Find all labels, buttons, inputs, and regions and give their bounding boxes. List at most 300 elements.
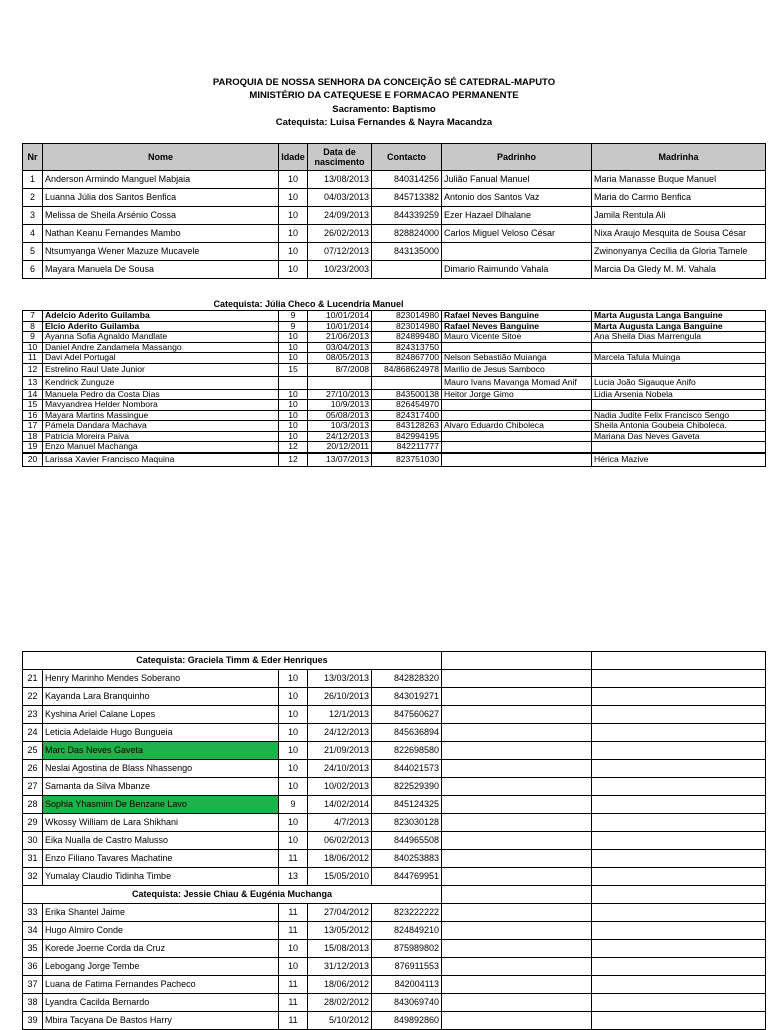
- table-row: [23, 922, 766, 940]
- cell-nome: Davi Adel Portugal: [43, 353, 279, 364]
- cell-data-nascimento: 13/03/2013: [308, 670, 372, 688]
- cell-nome: Hugo Almiro Conde: [43, 922, 279, 940]
- cell-contacto: 845713382: [372, 189, 442, 207]
- cell-contacto: 843128263: [372, 421, 442, 432]
- ministry-title: MINISTÉRIO DA CATEQUESE E FORMACAO PERMANENTE: [249, 90, 519, 101]
- cell-nome: Lebogang Jorge Tembe: [43, 958, 279, 976]
- cell-nome: Mayara Manuela De Sousa: [43, 261, 279, 279]
- cell-padrinho: [442, 688, 592, 706]
- cell-contacto: 845636894: [372, 724, 442, 742]
- cell-data-nascimento: 14/02/2014: [308, 796, 372, 814]
- cell-nome: Eika Nualla de Castro Malusso: [43, 832, 279, 850]
- cell-data-nascimento: 21/09/2013: [308, 742, 372, 760]
- cell-padrinho: [442, 706, 592, 724]
- cell-data-nascimento: 27/10/2013: [308, 389, 372, 400]
- cell-nr: 26: [23, 760, 43, 778]
- cell-padrinho: [442, 868, 592, 886]
- cell-nome: Leticia Adelaide Hugo Bungueia: [43, 724, 279, 742]
- cell-padrinho: [442, 994, 592, 1012]
- table-row: [23, 363, 766, 376]
- cell-padrinho: [442, 904, 592, 922]
- cell-padrinho: Rafael Neves Banguine: [442, 311, 592, 322]
- cell-nr: 23: [23, 706, 43, 724]
- cell-contacto: 876911553: [372, 958, 442, 976]
- cell-padrinho: [442, 410, 592, 421]
- cell-data-nascimento: 26/10/2013: [308, 688, 372, 706]
- cell-madrinha: [592, 922, 766, 940]
- cell-idade: 10: [279, 814, 308, 832]
- cell-contacto: 826454970: [372, 400, 442, 411]
- cell-idade: 11: [279, 850, 308, 868]
- col-header-contacto: Contacto: [372, 144, 442, 171]
- cell-nome: Sophia Yhasmim De Benzane Lavo: [43, 796, 279, 814]
- cell-idade: 10: [279, 760, 308, 778]
- cell-madrinha: Maria Manasse Buque Manuel: [592, 171, 766, 189]
- cell-nr: 32: [23, 868, 43, 886]
- cell-madrinha: [592, 958, 766, 976]
- cell-padrinho: [442, 724, 592, 742]
- cell-data-nascimento: 05/08/2013: [308, 410, 372, 421]
- cell-data-nascimento: 27/04/2012: [308, 904, 372, 922]
- cell-contacto: 840253883: [372, 850, 442, 868]
- cell-madrinha: Lidia Arsenia Nobela: [592, 389, 766, 400]
- cell-madrinha: Sheila Antonia Goubeia Chiboleca.: [592, 421, 766, 432]
- cell-padrinho: [442, 742, 592, 760]
- cell-nome: Kendrick Zunguze: [43, 376, 279, 389]
- cell-data-nascimento: 10/02/2013: [308, 778, 372, 796]
- cell-idade: 10: [279, 400, 308, 411]
- table-row: [23, 225, 766, 243]
- cell-idade: 10: [279, 243, 308, 261]
- cell-nome: Samanta da Silva Mbanze: [43, 778, 279, 796]
- col-header-madrinha: Madrinha: [592, 144, 766, 171]
- cell-madrinha: [592, 778, 766, 796]
- cell-padrinho: Mauro Vicente Sitoe: [442, 332, 592, 343]
- col-header-nr: Nr: [23, 144, 43, 171]
- cell-data-nascimento: 4/7/2013: [308, 814, 372, 832]
- table-row: [23, 778, 766, 796]
- table-row: [23, 850, 766, 868]
- cell-data-nascimento: 24/12/2013: [308, 724, 372, 742]
- cell-idade: 10: [279, 688, 308, 706]
- cell-padrinho: Mauro Ivans Mavanga Momad Anif: [442, 376, 592, 389]
- cell-contacto: 823222222: [372, 904, 442, 922]
- cell-nr: 30: [23, 832, 43, 850]
- table-row: [23, 688, 766, 706]
- cell-contacto: 823751030: [372, 453, 442, 467]
- cell-padrinho: [442, 940, 592, 958]
- cell-idade: 10: [279, 353, 308, 364]
- cell-padrinho: Rafael Neves Banguine: [442, 321, 592, 332]
- cell-nr: 8: [23, 321, 43, 332]
- cell-nome: Yumalay Claudio Tidinha Timbe: [43, 868, 279, 886]
- cell-nr: 29: [23, 814, 43, 832]
- cell-idade: 12: [279, 453, 308, 467]
- cell-data-nascimento: 20/12/2011: [308, 442, 372, 453]
- cell-padrinho: [442, 958, 592, 976]
- cell-nome: Kyshina Ariel Calane Lopes: [43, 706, 279, 724]
- cell-madrinha: [592, 886, 766, 904]
- cell-idade: 10: [279, 778, 308, 796]
- cell-contacto: 843135000: [372, 243, 442, 261]
- table-row: [23, 904, 766, 922]
- cell-data-nascimento: 13/08/2013: [308, 171, 372, 189]
- cell-nome: Pámela Dandara Machava: [43, 421, 279, 432]
- cell-nr: 35: [23, 940, 43, 958]
- cell-padrinho: [442, 342, 592, 353]
- cell-padrinho: Alvaro Eduardo Chiboleca: [442, 421, 592, 432]
- cell-nr: 2: [23, 189, 43, 207]
- table-row: [23, 171, 766, 189]
- cell-nr: 11: [23, 353, 43, 364]
- cell-nome: Nathan Keanu Fernandes Mambo: [43, 225, 279, 243]
- cell-madrinha: Nixa Araujo Mesquita de Sousa César: [592, 225, 766, 243]
- cell-contacto: [372, 261, 442, 279]
- cell-nr: 27: [23, 778, 43, 796]
- cell-idade: 11: [279, 994, 308, 1012]
- cell-padrinho: Marilio de Jesus Samboco: [442, 363, 592, 376]
- cell-idade: 10: [279, 189, 308, 207]
- section-row: [23, 886, 766, 904]
- cell-data-nascimento: 10/01/2014: [308, 321, 372, 332]
- cell-padrinho: [442, 400, 592, 411]
- cell-nr: 20: [23, 453, 43, 467]
- table-row: [23, 994, 766, 1012]
- cell-madrinha: [592, 868, 766, 886]
- cell-idade: 10: [279, 832, 308, 850]
- cell-idade: 11: [279, 976, 308, 994]
- cell-madrinha: [592, 850, 766, 868]
- table-row: [23, 868, 766, 886]
- cell-data-nascimento: 12/1/2013: [308, 706, 372, 724]
- col-header-nascimento-line1: Data de: [323, 146, 356, 157]
- cell-madrinha: Marta Augusta Langa Banguine: [592, 321, 766, 332]
- cell-idade: 10: [279, 261, 308, 279]
- table-row: [23, 311, 766, 322]
- section-row: [23, 652, 766, 670]
- cell-madrinha: [592, 363, 766, 376]
- cell-contacto: 844769951: [372, 868, 442, 886]
- cell-padrinho: Carlos Miguel Veloso César: [442, 225, 592, 243]
- cell-nome: Melissa de Sheila Arsénio Cossa: [43, 207, 279, 225]
- cell-data-nascimento: 10/01/2014: [308, 311, 372, 322]
- cell-data-nascimento: 04/03/2013: [308, 189, 372, 207]
- cell-idade: 11: [279, 922, 308, 940]
- cell-madrinha: [592, 724, 766, 742]
- cell-nr: 13: [23, 376, 43, 389]
- cell-idade: 9: [279, 321, 308, 332]
- cell-nr: 1: [23, 171, 43, 189]
- table-row: [23, 400, 766, 411]
- table-row: [23, 207, 766, 225]
- cell-idade: 9: [279, 796, 308, 814]
- cell-madrinha: [592, 706, 766, 724]
- cell-contacto: 843019271: [372, 688, 442, 706]
- cell-madrinha: [592, 400, 766, 411]
- table-row: [23, 958, 766, 976]
- cell-madrinha: [592, 670, 766, 688]
- cell-madrinha: Marcela Tafula Muinga: [592, 353, 766, 364]
- cell-madrinha: Hérica Mazive: [592, 453, 766, 467]
- table-group-1: [22, 143, 766, 279]
- table-row: [23, 760, 766, 778]
- cell-idade: 12: [279, 442, 308, 453]
- cell-madrinha: [592, 976, 766, 994]
- cell-contacto: 823014980: [372, 311, 442, 322]
- cell-idade: 9: [279, 311, 308, 322]
- col-header-nome: Nome: [43, 144, 279, 171]
- cell-data-nascimento: 13/07/2013: [308, 453, 372, 467]
- cell-nome: Anderson Armindo Manguel Mabjaia: [43, 171, 279, 189]
- catechist-title-2: Catequista: Júlia Checo & Lucendria Manuel: [213, 299, 404, 309]
- cell-nr: 33: [23, 904, 43, 922]
- cell-madrinha: Zwinonyanya Cecília da Gloria Tamele: [592, 243, 766, 261]
- col-header-padrinho: Padrinho: [442, 144, 592, 171]
- cell-contacto: 840314256: [372, 171, 442, 189]
- catechist-title-1: Catequista: Luisa Fernandes & Nayra Macandza: [275, 117, 493, 128]
- cell-madrinha: [592, 904, 766, 922]
- cell-contacto: 824849210: [372, 922, 442, 940]
- cell-idade: 10: [279, 706, 308, 724]
- cell-data-nascimento: 21/06/2013: [308, 332, 372, 343]
- cell-padrinho: [442, 922, 592, 940]
- cell-nome: Kayanda Lara Branquinho: [43, 688, 279, 706]
- table-row: [23, 261, 766, 279]
- cell-madrinha: Lucia João Sigauque Anifo: [592, 376, 766, 389]
- cell-padrinho: [442, 431, 592, 442]
- cell-nome: Estrelino Raul Uate Junior: [43, 363, 279, 376]
- col-header-nascimento-line2: nascimento: [314, 157, 365, 167]
- cell-nr: 15: [23, 400, 43, 411]
- cell-nome: Enzo Filiano Tavares Machatine: [43, 850, 279, 868]
- cell-padrinho: Antonio dos Santos Vaz: [442, 189, 592, 207]
- catechist-title-4: Catequista: Jessie Chiau & Eugénia Muchanga: [23, 886, 442, 904]
- table-row: [23, 724, 766, 742]
- cell-idade: [279, 376, 308, 389]
- cell-nr: 4: [23, 225, 43, 243]
- cell-idade: 10: [279, 421, 308, 432]
- cell-contacto: 845124325: [372, 796, 442, 814]
- cell-padrinho: [442, 886, 592, 904]
- table-row: [23, 742, 766, 760]
- cell-idade: 13: [279, 868, 308, 886]
- cell-contacto: 824899480: [372, 332, 442, 343]
- cell-padrinho: [442, 453, 592, 467]
- table-row: [23, 940, 766, 958]
- cell-data-nascimento: 18/06/2012: [308, 976, 372, 994]
- table-group-2: [22, 310, 766, 467]
- cell-nr: 6: [23, 261, 43, 279]
- cell-padrinho: [442, 760, 592, 778]
- cell-nr: 7: [23, 311, 43, 322]
- cell-padrinho: Dimario Raimundo Vahala: [442, 261, 592, 279]
- cell-contacto: 842211777: [372, 442, 442, 453]
- cell-nome: Mbira Tacyana De Bastos Harry: [43, 1012, 279, 1030]
- cell-nr: 10: [23, 342, 43, 353]
- cell-idade: 10: [279, 342, 308, 353]
- cell-data-nascimento: 18/06/2012: [308, 850, 372, 868]
- cell-idade: 10: [279, 940, 308, 958]
- parish-title: PAROQUIA DE NOSSA SENHORA DA CONCEIÇÃO SÉ CATEDRAL-MAPUTO: [212, 77, 556, 88]
- cell-idade: 15: [279, 363, 308, 376]
- cell-nr: 31: [23, 850, 43, 868]
- cell-data-nascimento: 26/02/2013: [308, 225, 372, 243]
- cell-madrinha: Nadia Judite Felix Francisco Sengo: [592, 410, 766, 421]
- catechist-title-3: Catequista: Graciela Timm & Eder Henriques: [23, 652, 442, 670]
- cell-padrinho: Ezer Hazael Dlhalane: [442, 207, 592, 225]
- cell-padrinho: [442, 442, 592, 453]
- cell-contacto: 842828320: [372, 670, 442, 688]
- table-row: [23, 342, 766, 353]
- cell-data-nascimento: 03/04/2013: [308, 342, 372, 353]
- cell-padrinho: [442, 796, 592, 814]
- cell-contacto: [372, 376, 442, 389]
- cell-contacto: 84/868624978: [372, 363, 442, 376]
- table-row: [23, 976, 766, 994]
- cell-nome: Erika Shantel Jaime: [43, 904, 279, 922]
- cell-nr: 19: [23, 442, 43, 453]
- cell-idade: 10: [279, 958, 308, 976]
- cell-madrinha: [592, 760, 766, 778]
- cell-nr: 34: [23, 922, 43, 940]
- table-row: [23, 376, 766, 389]
- cell-contacto: 823014980: [372, 321, 442, 332]
- cell-data-nascimento: 15/05/2010: [308, 868, 372, 886]
- cell-nome: Manuela Pedro da Costa Dias: [43, 389, 279, 400]
- cell-madrinha: [592, 652, 766, 670]
- cell-nr: 28: [23, 796, 43, 814]
- cell-nome: Wkossy William de Lara Shikhani: [43, 814, 279, 832]
- cell-contacto: 824317400: [372, 410, 442, 421]
- cell-nome: Patricia Moreira Paiva: [43, 431, 279, 442]
- cell-nr: 22: [23, 688, 43, 706]
- table-row: [23, 442, 766, 453]
- sacrament-title: Sacramento: Baptismo: [332, 104, 436, 115]
- cell-nr: 39: [23, 1012, 43, 1030]
- cell-nome: Lyandra Cacilda Bernardo: [43, 994, 279, 1012]
- cell-data-nascimento: 15/08/2013: [308, 940, 372, 958]
- cell-nome: Mavyandrea Helder Nombora: [43, 400, 279, 411]
- cell-data-nascimento: 10/3/2013: [308, 421, 372, 432]
- cell-contacto: 824867700: [372, 353, 442, 364]
- cell-nome: Luanna Júlia dos Santos Benfica: [43, 189, 279, 207]
- cell-madrinha: [592, 742, 766, 760]
- cell-data-nascimento: 5/10/2012: [308, 1012, 372, 1030]
- cell-padrinho: [442, 976, 592, 994]
- table-row: [23, 321, 766, 332]
- cell-madrinha: Marta Augusta Langa Banguine: [592, 311, 766, 322]
- cell-nr: 38: [23, 994, 43, 1012]
- cell-nome: Luana de Fatima Fernandes Pacheco: [43, 976, 279, 994]
- table-group-3: [22, 651, 766, 1030]
- cell-idade: 10: [279, 431, 308, 442]
- table-row: [23, 431, 766, 442]
- cell-nr: 3: [23, 207, 43, 225]
- cell-madrinha: [592, 1012, 766, 1030]
- cell-data-nascimento: 06/02/2013: [308, 832, 372, 850]
- cell-contacto: 844339259: [372, 207, 442, 225]
- cell-nome: Adelcio Aderito Guilamba: [43, 311, 279, 322]
- cell-nome: Ntsumyanga Wener Mazuze Mucavele: [43, 243, 279, 261]
- cell-data-nascimento: 13/05/2012: [308, 922, 372, 940]
- cell-nr: 14: [23, 389, 43, 400]
- cell-padrinho: Julião Fanual Manuel: [442, 171, 592, 189]
- cell-idade: 10: [279, 389, 308, 400]
- cell-nome: Daniel Andre Zandamela Massango: [43, 342, 279, 353]
- cell-nr: 16: [23, 410, 43, 421]
- cell-contacto: 823030128: [372, 814, 442, 832]
- cell-contacto: 843069740: [372, 994, 442, 1012]
- cell-madrinha: Marcia Da Gledy M. M. Vahala: [592, 261, 766, 279]
- col-header-nascimento: [308, 144, 372, 171]
- cell-data-nascimento: 8/7/2008: [308, 363, 372, 376]
- cell-idade: 10: [279, 225, 308, 243]
- cell-nr: 36: [23, 958, 43, 976]
- cell-padrinho: [442, 243, 592, 261]
- cell-idade: 10: [279, 724, 308, 742]
- cell-padrinho: [442, 832, 592, 850]
- table-row: [23, 332, 766, 343]
- cell-contacto: 842004113: [372, 976, 442, 994]
- cell-padrinho: Nelson Sebastião Muianga: [442, 353, 592, 364]
- cell-madrinha: Mariana Das Neves Gaveta: [592, 431, 766, 442]
- cell-data-nascimento: 08/05/2013: [308, 353, 372, 364]
- cell-contacto: 875989802: [372, 940, 442, 958]
- cell-padrinho: Heitor Jorge Gimo: [442, 389, 592, 400]
- cell-contacto: 849892860: [372, 1012, 442, 1030]
- cell-nr: 12: [23, 363, 43, 376]
- table-row: [23, 796, 766, 814]
- cell-data-nascimento: 28/02/2012: [308, 994, 372, 1012]
- cell-madrinha: [592, 940, 766, 958]
- cell-contacto: 822698580: [372, 742, 442, 760]
- table-row: [23, 453, 766, 467]
- cell-madrinha: [592, 796, 766, 814]
- table-row: [23, 832, 766, 850]
- cell-data-nascimento: 10/9/2013: [308, 400, 372, 411]
- cell-idade: 11: [279, 1012, 308, 1030]
- cell-idade: 10: [279, 207, 308, 225]
- cell-data-nascimento: 31/12/2013: [308, 958, 372, 976]
- cell-madrinha: [592, 688, 766, 706]
- cell-nr: 25: [23, 742, 43, 760]
- cell-padrinho: [442, 1012, 592, 1030]
- table-row: [23, 410, 766, 421]
- table-row: [23, 243, 766, 261]
- cell-data-nascimento: [308, 376, 372, 389]
- cell-data-nascimento: 24/12/2013: [308, 431, 372, 442]
- cell-nome: Mayara Martins Massingue: [43, 410, 279, 421]
- cell-madrinha: Ana Sheila Dias Marrengula: [592, 332, 766, 343]
- cell-contacto: 844021573: [372, 760, 442, 778]
- cell-padrinho: [442, 814, 592, 832]
- cell-nr: 18: [23, 431, 43, 442]
- cell-padrinho: [442, 652, 592, 670]
- cell-nr: 21: [23, 670, 43, 688]
- cell-padrinho: [442, 850, 592, 868]
- cell-data-nascimento: 07/12/2013: [308, 243, 372, 261]
- cell-madrinha: Maria do Carmo Benfica: [592, 189, 766, 207]
- cell-nome: Neslai Agostina de Blass Nhassengo: [43, 760, 279, 778]
- cell-idade: 10: [279, 332, 308, 343]
- cell-madrinha: [592, 832, 766, 850]
- cell-nome: Enzo Manuel Machanga: [43, 442, 279, 453]
- cell-contacto: 824313750: [372, 342, 442, 353]
- cell-idade: 11: [279, 904, 308, 922]
- cell-madrinha: [592, 442, 766, 453]
- cell-data-nascimento: 10/23/2003: [308, 261, 372, 279]
- cell-padrinho: [442, 670, 592, 688]
